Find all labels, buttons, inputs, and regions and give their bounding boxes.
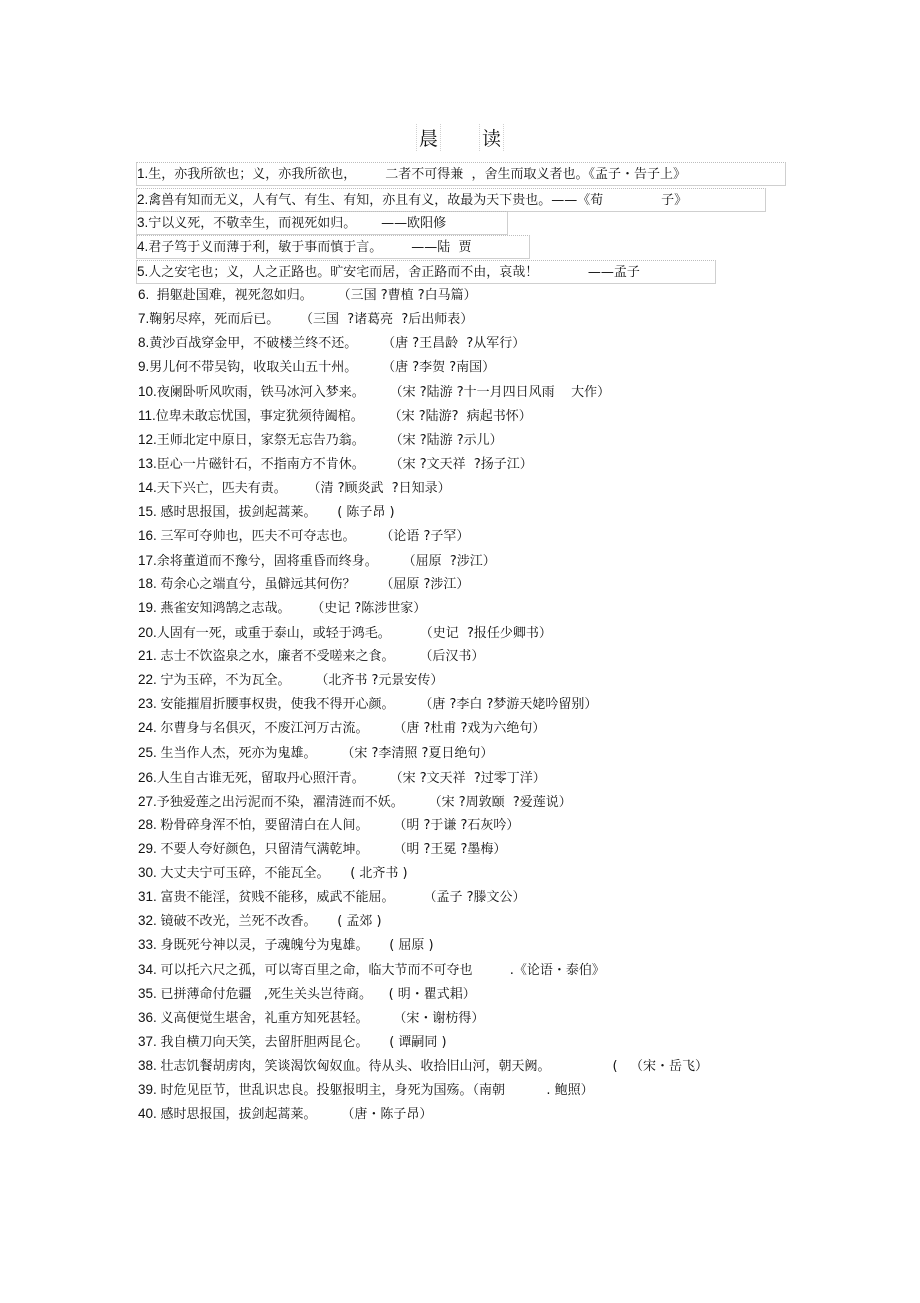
quote-line	[138, 910, 382, 932]
quote-source: ( 孟郊 )	[337, 914, 382, 929]
quote-text: 粉骨碎身浑不怕，要留清白在人间。	[160, 818, 394, 833]
quote-text: 人生自古谁无死，留取丹心照汗青。	[156, 771, 390, 786]
quote-line	[138, 717, 545, 739]
quote-source: ——陆 贾	[411, 240, 472, 255]
quote-line	[138, 573, 469, 595]
quote-line	[138, 501, 395, 523]
quote-source: 《孟子・告子上》	[588, 167, 686, 182]
quote-source: （宋 ?文天祥 ?扬子江）	[389, 457, 533, 472]
quote-line	[138, 550, 496, 572]
quote-line	[138, 886, 526, 908]
quote-text: 可以托六尺之孤，可以寄百里之命，临大节而不可夺也	[160, 963, 510, 978]
quote-number: 21.	[138, 648, 161, 663]
quote-line	[138, 959, 605, 981]
quote-line	[138, 405, 532, 427]
quote-text: 三军可夺帅也，匹夫不可夺志也。	[160, 529, 381, 544]
quote-number: 18.	[138, 576, 161, 591]
quote-number: 7.	[138, 311, 150, 326]
quote-source: （孟子 ?滕文公）	[423, 890, 526, 905]
quote-number: 17.	[138, 553, 157, 568]
quote-text: 黄沙百战穿金甲，不破楼兰终不还。	[149, 336, 383, 351]
quote-text: 生当作人杰，死亦为鬼雄。	[160, 746, 342, 761]
quote-line	[138, 742, 493, 764]
quote-number: 32.	[138, 913, 161, 928]
quote-source: ——欧阳修	[381, 216, 447, 231]
quote-source: （唐・陈子昂）	[341, 1107, 433, 1122]
quote-number: 19.	[138, 600, 161, 615]
quote-source: （屈原 ?涉江）	[402, 554, 496, 569]
quote-text: 已拼薄命付危疆 ,死生关头岂待商。	[160, 987, 389, 1002]
quote-line	[138, 1079, 594, 1101]
quote-number: 10.	[138, 384, 157, 399]
quote-source: （北齐书 ?元景安传）	[315, 673, 444, 688]
quote-text: 人之安宅也；义，人之正路也。旷安宅而居，舍正路而不由，哀哉！	[148, 265, 588, 280]
quote-line	[138, 1103, 432, 1125]
quote-number: 4.	[137, 239, 149, 254]
quote-text: 苟余心之端直兮，虽僻远其何伤？	[160, 577, 381, 592]
quote-number: 8.	[138, 335, 150, 350]
quote-number: 26.	[138, 770, 157, 785]
quote-number: 35.	[138, 986, 161, 1001]
quote-text: 壮志饥餐胡虏肉，笑谈渴饮匈奴血。待从头、收拾旧山河，朝天阙。	[160, 1059, 613, 1074]
quote-text: 感时思报国，拔剑起蒿莱。	[160, 505, 338, 520]
quote-source: （宋 ?陆游? 病起书怀）	[388, 409, 532, 424]
quote-number: 39.	[138, 1082, 161, 1097]
title-char-2: 读	[479, 124, 504, 151]
quote-number: 9.	[138, 359, 150, 374]
quote-line	[138, 1031, 447, 1053]
quote-source: （明 ?于谦 ?石灰吟）	[393, 818, 520, 833]
quote-number: 6.	[138, 287, 157, 302]
quote-text: 尔曹身与名俱灭，不废江河万古流。	[160, 721, 394, 736]
quote-number: 5.	[137, 264, 149, 279]
quote-source: ( 北齐书 )	[350, 866, 408, 881]
quote-line	[138, 983, 476, 1005]
quote-line	[138, 934, 434, 956]
quote-text: 燕雀安知鸿鹄之志哉。	[160, 601, 312, 616]
quote-text: 志士不饮盗泉之水，廉者不受嗟来之食。	[160, 649, 420, 664]
quote-text: 身既死兮神以灵，子魂魄兮为鬼雄。	[160, 938, 390, 953]
quote-text: 予独爱莲之出污泥而不染，濯清涟而不妖。	[156, 795, 429, 810]
quote-text: 安能摧眉折腰事权贵，使我不得开心颜。	[160, 697, 420, 712]
quote-source: （唐 ?王昌龄 ?从军行）	[382, 336, 526, 351]
quote-source: ( 明・瞿式耜）	[388, 987, 476, 1002]
quote-line	[138, 767, 546, 789]
quote-source: （唐 ?李贺 ?南国）	[382, 360, 496, 375]
quote-source: （唐 ?杜甫 ?戏为六绝句）	[393, 721, 546, 736]
quote-source: （宋 ?李清照 ?夏日绝句）	[341, 746, 494, 761]
quote-line	[138, 862, 408, 884]
quote-source: （宋 ?文天祥 ?过零丁洋）	[389, 771, 546, 786]
quote-text: 王师北定中原日，家祭无忘告乃翁。	[156, 433, 390, 448]
quote-source: （史记 ?陈涉世家）	[311, 601, 427, 616]
quote-line	[138, 381, 610, 403]
quote-source: （唐 ?李白 ?梦游天姥吟留别）	[419, 697, 598, 712]
quote-number: 20.	[138, 625, 157, 640]
quote-number: 34.	[138, 962, 161, 977]
quote-line	[138, 1007, 484, 1029]
quote-source: （明 ?王冕 ?墨梅）	[393, 842, 507, 857]
quote-number: 24.	[138, 720, 161, 735]
quote-number: 36.	[138, 1010, 161, 1025]
quote-text: 义高便觉生堪舍，礼重方知死甚轻。	[160, 1011, 394, 1026]
quote-line	[136, 188, 766, 212]
quote-number: 25.	[138, 745, 161, 760]
quote-text: 富贵不能淫，贫贱不能移，威武不能屈。	[160, 890, 424, 905]
quote-source: （论语 ?子罕）	[380, 529, 470, 544]
quote-line	[138, 429, 503, 451]
quote-text: 生，亦我所欲也；义，亦我所欲也， 二者不可得兼 ，舍生而取义者也。	[148, 167, 589, 182]
quote-source: . 鲍照）	[546, 1083, 594, 1098]
quote-number: 23.	[138, 696, 161, 711]
quote-number: 37.	[138, 1034, 161, 1049]
quote-source: （宋 ?周敦颐 ?爱莲说）	[428, 795, 572, 810]
quote-line	[138, 477, 451, 499]
quote-number: 40.	[138, 1106, 161, 1121]
quote-line	[138, 791, 572, 813]
quote-number: 13.	[138, 456, 157, 471]
quote-text: 人固有一死，或重于泰山，或轻于鸿毛。	[156, 626, 420, 641]
quote-number: 12.	[138, 432, 157, 447]
quote-source: （三国 ?曹植 ?白马篇）	[337, 288, 477, 303]
quote-line	[138, 597, 426, 619]
quote-text: 不要人夸好颜色，只留清气满乾坤。	[160, 842, 394, 857]
quote-source: （三国 ?诸葛亮 ?后出师表）	[299, 312, 474, 327]
quote-number: 29.	[138, 841, 161, 856]
quote-text: 男儿何不带吴钩，收取关山五十州。	[149, 360, 383, 375]
quote-line	[136, 260, 716, 284]
quote-text: 禽兽有知而无义，人有气、有生、有知，亦且有义，故最为天下贵也。	[148, 193, 552, 208]
quote-text: 宁以义死，不敬幸生，而视死如归。	[148, 216, 382, 231]
quote-source: （清 ?顾炎武 ?日知录）	[307, 481, 451, 496]
quote-line	[136, 235, 530, 259]
quote-line	[138, 693, 597, 715]
quote-number: 33.	[138, 937, 161, 952]
quote-number: 22.	[138, 672, 161, 687]
page-title	[0, 124, 920, 151]
quote-line	[138, 838, 506, 860]
quote-source: ( 陈子昂 )	[337, 505, 395, 520]
quote-number: 11.	[138, 408, 156, 423]
quote-text: 天下兴亡，匹夫有责。	[156, 481, 308, 496]
quote-line	[138, 453, 533, 475]
quote-number: 38.	[138, 1058, 161, 1073]
quote-text: 时危见臣节，世乱识忠良。投躯报明主，身死为国殇。（南朝	[160, 1083, 547, 1098]
quote-source: ( （宋・岳飞）	[612, 1059, 709, 1074]
quote-line	[136, 162, 786, 186]
quote-source: （屈原 ?涉江）	[380, 577, 470, 592]
quote-text: 君子笃于义而薄于利，敏于事而慎于言。	[148, 240, 412, 255]
quote-source: （宋 ?陆游 ?示儿）	[389, 433, 503, 448]
quote-source: （宋 ?陆游 ?十一月四日风雨 大作）	[389, 385, 611, 400]
quote-number: 30.	[138, 865, 161, 880]
quote-line	[138, 814, 519, 836]
quote-text: 宁为玉碎，不为瓦全。	[160, 673, 316, 688]
quote-line	[138, 356, 495, 378]
quote-number: 1.	[137, 166, 149, 181]
quote-source: ( 谭嗣同 )	[389, 1035, 447, 1050]
quote-text: 大丈夫宁可玉碎，不能瓦全。	[160, 866, 351, 881]
quote-line	[138, 645, 484, 667]
quote-source: （史记 ?报任少卿书）	[419, 626, 552, 641]
quote-source: ——孟子	[587, 265, 640, 280]
quote-line	[138, 669, 443, 691]
quote-line	[136, 211, 508, 235]
quote-source: （宋・谢枋得）	[393, 1011, 485, 1026]
quote-number: 31.	[138, 889, 161, 904]
quote-number: 2.	[137, 192, 149, 207]
quote-text: 捐躯赴国难，视死忽如归。	[156, 288, 338, 303]
quote-source: .《论语・泰伯》	[509, 963, 605, 978]
quote-line	[138, 308, 473, 330]
quote-line	[138, 1055, 708, 1077]
quote-text: 镜破不改光，兰死不改香。	[160, 914, 338, 929]
quote-text: 臣心一片磁针石，不指南方不肯休。	[156, 457, 390, 472]
quote-number: 27.	[138, 794, 157, 809]
quote-line	[138, 284, 477, 306]
quote-text: 夜阑卧听风吹雨，铁马冰河入梦来。	[156, 385, 390, 400]
quote-line	[138, 622, 552, 644]
quote-text: 我自横刀向天笑，去留肝胆两昆仑。	[160, 1035, 390, 1050]
quote-text: 鞠躬尽瘁，死而后已。	[149, 312, 300, 327]
quote-number: 3.	[137, 215, 149, 230]
quote-source: ——《荀 子》	[551, 193, 688, 208]
quote-line	[138, 332, 525, 354]
title-char-1: 晨	[416, 124, 441, 151]
quote-number: 14.	[138, 480, 157, 495]
quote-text: 余将董道而不豫兮，固将重昏而终身。	[156, 554, 403, 569]
quote-number: 28.	[138, 817, 161, 832]
quote-text: 感时思报国，拔剑起蒿莱。	[160, 1107, 342, 1122]
quote-source: （后汉书）	[419, 649, 485, 664]
quote-source: ( 屈原 )	[389, 938, 434, 953]
quote-line	[138, 525, 469, 547]
quote-number: 16.	[138, 528, 161, 543]
quote-text: 位卑未敢忘忧国，事定犹须待阖棺。	[155, 409, 389, 424]
quote-number: 15.	[138, 504, 161, 519]
